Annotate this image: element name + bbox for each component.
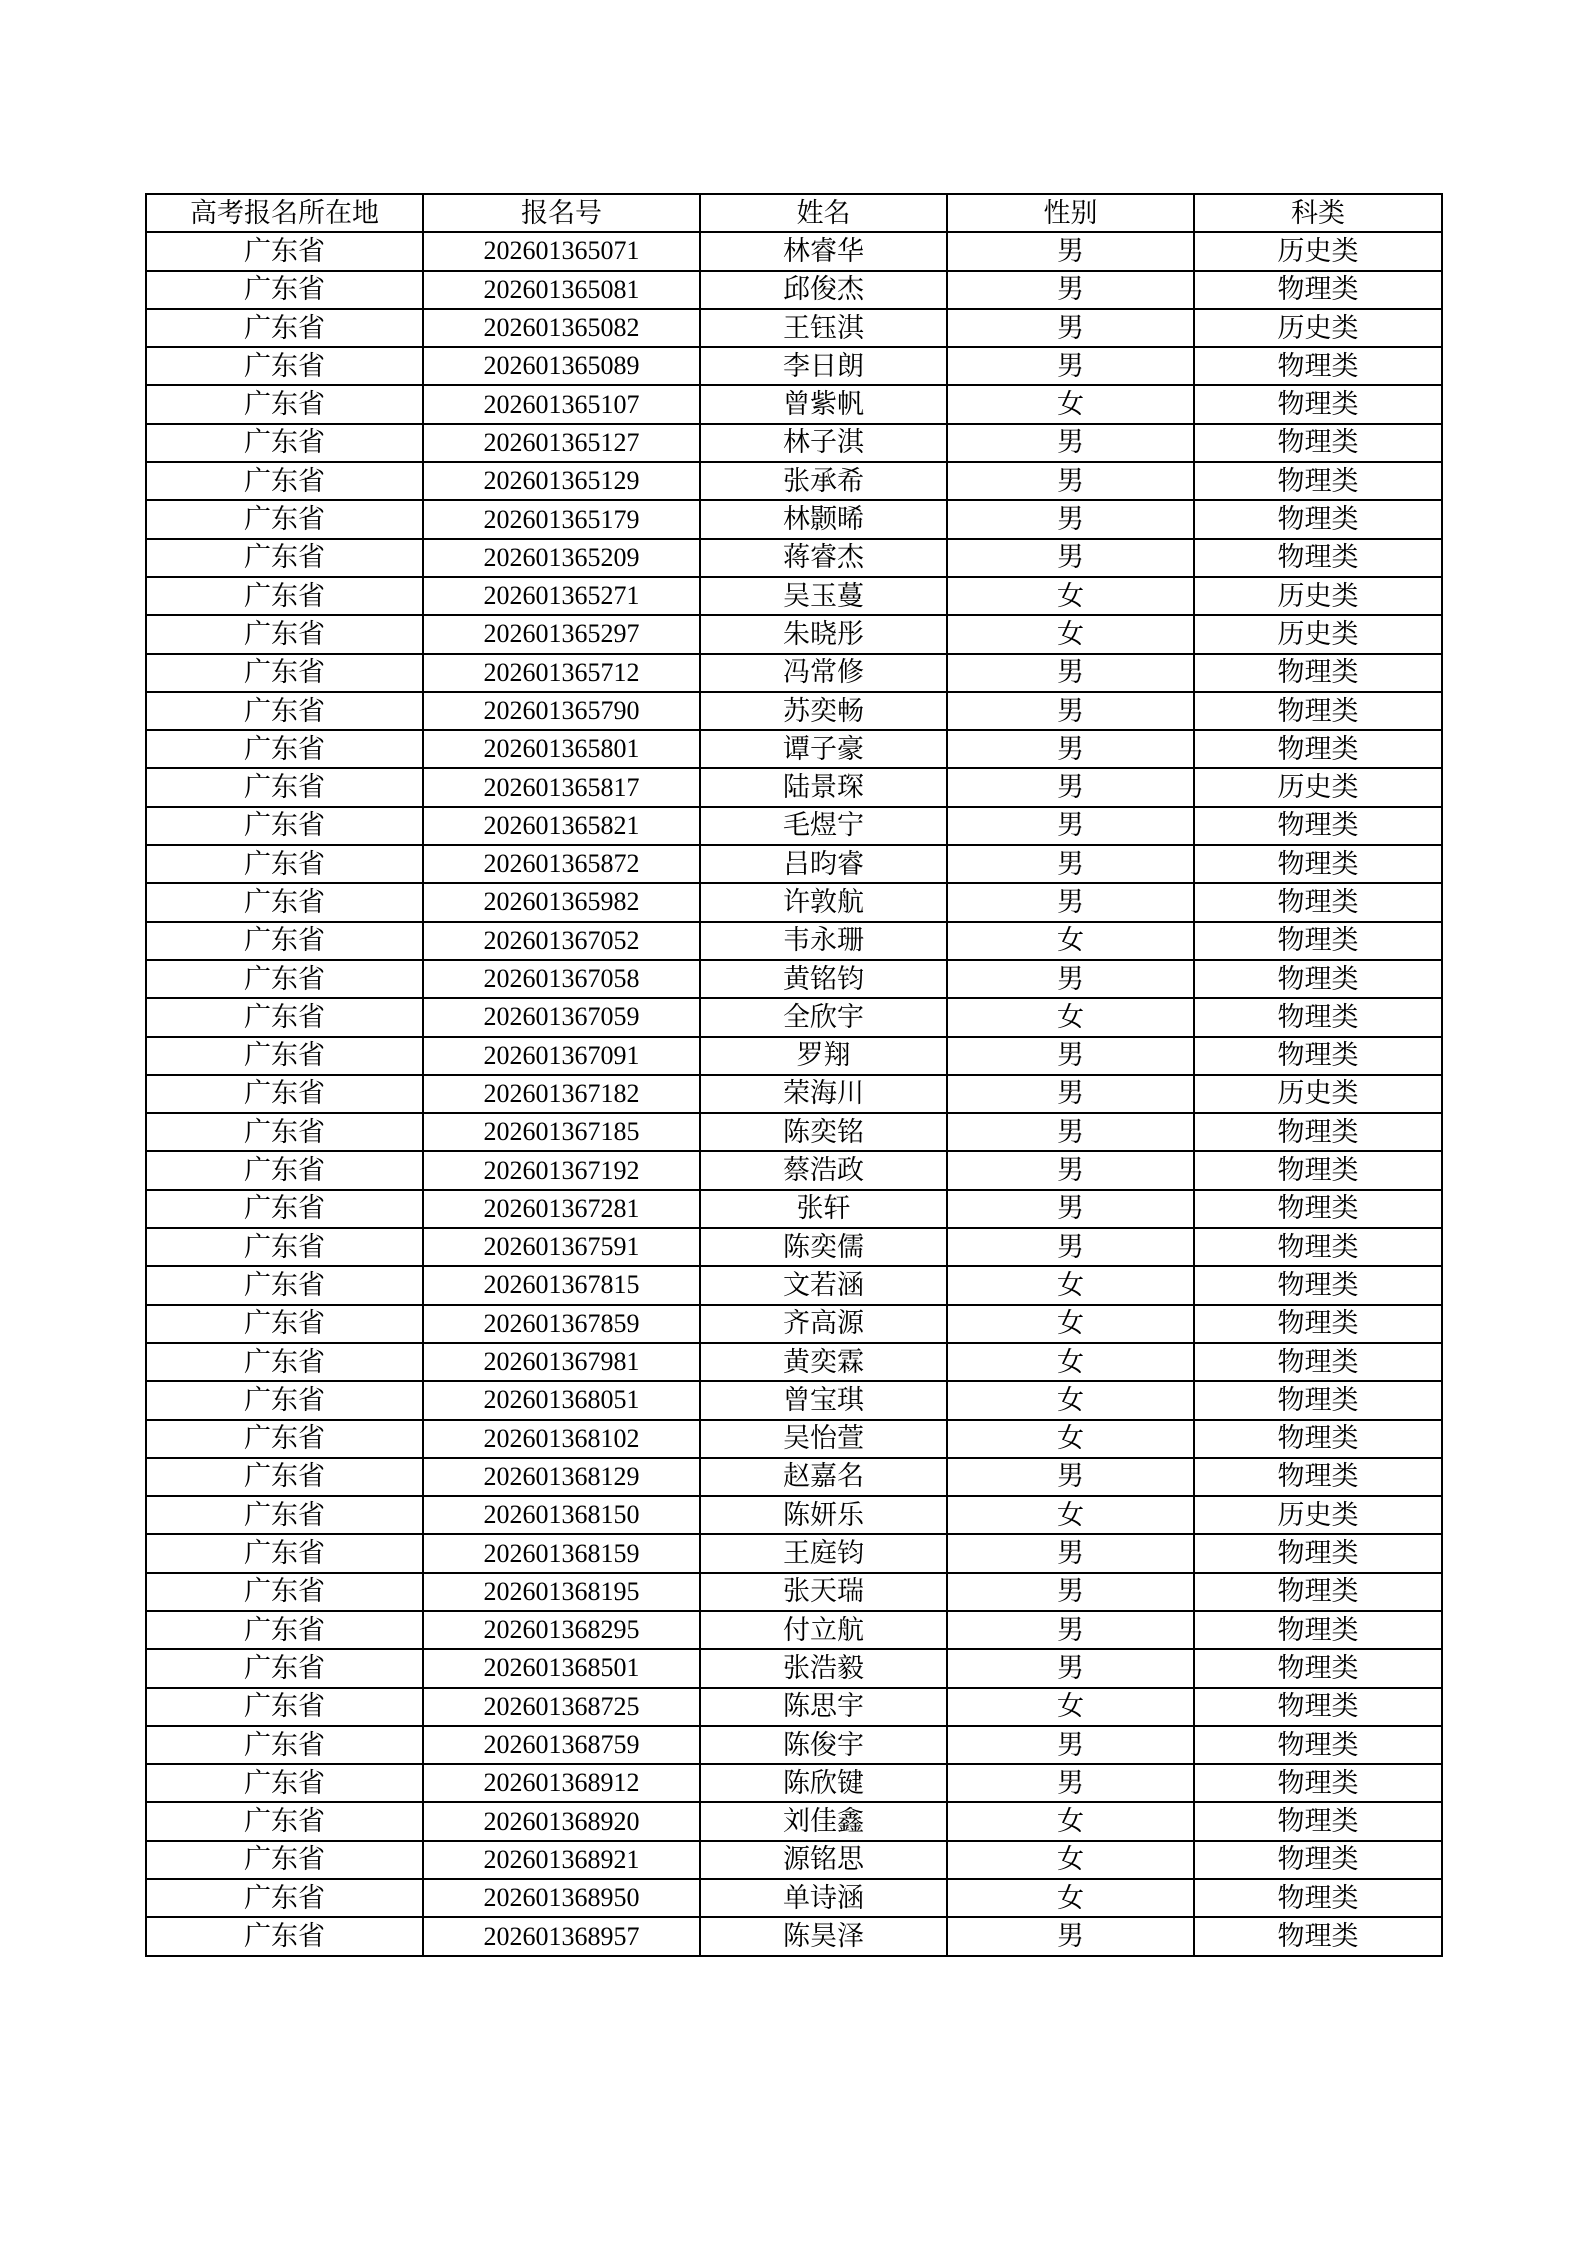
table-row (146, 1458, 1442, 1496)
cell-registration-number: 202601365790 (423, 692, 700, 730)
cell-gender: 女 (947, 998, 1194, 1036)
table-row (146, 1611, 1442, 1649)
cell-name: 陈思宇 (700, 1688, 947, 1726)
cell-subject-category: 物理类 (1194, 807, 1442, 845)
cell-registration-number: 202601367981 (423, 1343, 700, 1381)
table-row (146, 271, 1442, 309)
cell-registration-number: 202601368957 (423, 1917, 700, 1955)
cell-gender: 男 (947, 1726, 1194, 1764)
cell-region: 广东省 (146, 692, 423, 730)
cell-registration-number: 202601368759 (423, 1726, 700, 1764)
cell-gender: 女 (947, 1343, 1194, 1381)
table-row (146, 1688, 1442, 1726)
cell-name: 吴玉蔓 (700, 577, 947, 615)
cell-registration-number: 202601368295 (423, 1611, 700, 1649)
cell-name: 冯常修 (700, 654, 947, 692)
table-row (146, 1496, 1442, 1534)
cell-region: 广东省 (146, 1879, 423, 1917)
cell-registration-number: 202601368129 (423, 1458, 700, 1496)
cell-registration-number: 202601368051 (423, 1381, 700, 1419)
cell-gender: 女 (947, 1879, 1194, 1917)
cell-registration-number: 202601367281 (423, 1190, 700, 1228)
cell-name: 全欣宇 (700, 998, 947, 1036)
cell-registration-number: 202601365712 (423, 654, 700, 692)
table-row (146, 1266, 1442, 1304)
cell-subject-category: 物理类 (1194, 1534, 1442, 1572)
table-row (146, 1649, 1442, 1687)
cell-subject-category: 历史类 (1194, 577, 1442, 615)
table-row (146, 577, 1442, 615)
table-row (146, 998, 1442, 1036)
table-row (146, 1573, 1442, 1611)
cell-gender: 女 (947, 1841, 1194, 1879)
cell-gender: 男 (947, 807, 1194, 845)
cell-registration-number: 202601365801 (423, 730, 700, 768)
cell-region: 广东省 (146, 1151, 423, 1189)
cell-registration-number: 202601367591 (423, 1228, 700, 1266)
cell-region: 广东省 (146, 1228, 423, 1266)
cell-gender: 男 (947, 1573, 1194, 1611)
cell-registration-number: 202601368102 (423, 1420, 700, 1458)
table-row (146, 232, 1442, 270)
cell-registration-number: 202601368501 (423, 1649, 700, 1687)
cell-gender: 男 (947, 692, 1194, 730)
cell-region: 广东省 (146, 1343, 423, 1381)
cell-subject-category: 物理类 (1194, 1688, 1442, 1726)
cell-name: 陆景琛 (700, 768, 947, 806)
cell-region: 广东省 (146, 1841, 423, 1879)
cell-name: 单诗涵 (700, 1879, 947, 1917)
cell-registration-number: 202601367059 (423, 998, 700, 1036)
table-row (146, 960, 1442, 998)
cell-name: 毛煜宁 (700, 807, 947, 845)
cell-gender: 男 (947, 1458, 1194, 1496)
cell-subject-category: 物理类 (1194, 1190, 1442, 1228)
cell-name: 谭子豪 (700, 730, 947, 768)
cell-region: 广东省 (146, 424, 423, 462)
cell-registration-number: 202601365872 (423, 845, 700, 883)
cell-subject-category: 物理类 (1194, 1151, 1442, 1189)
cell-gender: 女 (947, 1266, 1194, 1304)
cell-gender: 男 (947, 883, 1194, 921)
cell-subject-category: 物理类 (1194, 385, 1442, 423)
cell-name: 王庭钧 (700, 1534, 947, 1572)
cell-registration-number: 202601368195 (423, 1573, 700, 1611)
cell-name: 文若涵 (700, 1266, 947, 1304)
cell-name: 王钰淇 (700, 309, 947, 347)
cell-gender: 男 (947, 1228, 1194, 1266)
header-subject-category: 科类 (1194, 194, 1442, 232)
cell-gender: 男 (947, 1037, 1194, 1075)
cell-subject-category: 物理类 (1194, 1573, 1442, 1611)
cell-name: 吴怡萱 (700, 1420, 947, 1458)
cell-subject-category: 物理类 (1194, 424, 1442, 462)
cell-region: 广东省 (146, 1266, 423, 1304)
cell-gender: 男 (947, 1534, 1194, 1572)
cell-region: 广东省 (146, 1764, 423, 1802)
table-row (146, 1381, 1442, 1419)
cell-region: 广东省 (146, 1113, 423, 1151)
cell-gender: 男 (947, 1764, 1194, 1802)
cell-registration-number: 202601365082 (423, 309, 700, 347)
cell-name: 张天瑞 (700, 1573, 947, 1611)
cell-region: 广东省 (146, 807, 423, 845)
cell-registration-number: 202601365089 (423, 347, 700, 385)
table-row (146, 1420, 1442, 1458)
cell-gender: 女 (947, 1305, 1194, 1343)
table-row (146, 1190, 1442, 1228)
table-row (146, 1037, 1442, 1075)
cell-gender: 女 (947, 1802, 1194, 1840)
cell-registration-number: 202601365297 (423, 615, 700, 653)
cell-gender: 男 (947, 1075, 1194, 1113)
cell-region: 广东省 (146, 998, 423, 1036)
cell-gender: 男 (947, 768, 1194, 806)
cell-name: 张浩毅 (700, 1649, 947, 1687)
cell-region: 广东省 (146, 654, 423, 692)
cell-subject-category: 物理类 (1194, 692, 1442, 730)
cell-gender: 男 (947, 462, 1194, 500)
cell-name: 韦永珊 (700, 922, 947, 960)
cell-name: 吕昀睿 (700, 845, 947, 883)
table-body (146, 232, 1442, 1955)
table-row (146, 768, 1442, 806)
cell-subject-category: 物理类 (1194, 1113, 1442, 1151)
cell-region: 广东省 (146, 1420, 423, 1458)
cell-region: 广东省 (146, 845, 423, 883)
cell-region: 广东省 (146, 1075, 423, 1113)
cell-gender: 男 (947, 845, 1194, 883)
cell-subject-category: 物理类 (1194, 1611, 1442, 1649)
cell-name: 许敦航 (700, 883, 947, 921)
cell-subject-category: 物理类 (1194, 998, 1442, 1036)
cell-gender: 男 (947, 271, 1194, 309)
table-row (146, 1917, 1442, 1955)
cell-subject-category: 物理类 (1194, 1879, 1442, 1917)
cell-name: 陈欣键 (700, 1764, 947, 1802)
cell-gender: 女 (947, 385, 1194, 423)
cell-subject-category: 物理类 (1194, 271, 1442, 309)
cell-subject-category: 历史类 (1194, 615, 1442, 653)
cell-region: 广东省 (146, 1611, 423, 1649)
cell-subject-category: 物理类 (1194, 539, 1442, 577)
table-row (146, 1151, 1442, 1189)
cell-subject-category: 历史类 (1194, 768, 1442, 806)
table-row (146, 1343, 1442, 1381)
cell-gender: 男 (947, 500, 1194, 538)
cell-gender: 女 (947, 1496, 1194, 1534)
cell-subject-category: 物理类 (1194, 1458, 1442, 1496)
cell-name: 李日朗 (700, 347, 947, 385)
cell-region: 广东省 (146, 1917, 423, 1955)
cell-registration-number: 202601365817 (423, 768, 700, 806)
table-row (146, 692, 1442, 730)
cell-region: 广东省 (146, 271, 423, 309)
table-row (146, 1764, 1442, 1802)
cell-registration-number: 202601365127 (423, 424, 700, 462)
header-gender: 性别 (947, 194, 1194, 232)
cell-name: 朱晓彤 (700, 615, 947, 653)
cell-region: 广东省 (146, 232, 423, 270)
cell-subject-category: 物理类 (1194, 1841, 1442, 1879)
cell-subject-category: 物理类 (1194, 500, 1442, 538)
cell-registration-number: 202601368920 (423, 1802, 700, 1840)
cell-region: 广东省 (146, 1190, 423, 1228)
cell-registration-number: 202601365209 (423, 539, 700, 577)
table-row (146, 1726, 1442, 1764)
cell-gender: 女 (947, 922, 1194, 960)
cell-registration-number: 202601365821 (423, 807, 700, 845)
cell-gender: 男 (947, 1113, 1194, 1151)
cell-name: 陈俊宇 (700, 1726, 947, 1764)
table-row (146, 883, 1442, 921)
cell-gender: 男 (947, 1649, 1194, 1687)
cell-region: 广东省 (146, 539, 423, 577)
table-row (146, 730, 1442, 768)
cell-subject-category: 物理类 (1194, 347, 1442, 385)
cell-subject-category: 物理类 (1194, 1726, 1442, 1764)
cell-subject-category: 物理类 (1194, 922, 1442, 960)
header-region: 高考报名所在地 (146, 194, 423, 232)
cell-gender: 女 (947, 1381, 1194, 1419)
cell-region: 广东省 (146, 883, 423, 921)
cell-registration-number: 202601368150 (423, 1496, 700, 1534)
cell-region: 广东省 (146, 768, 423, 806)
cell-registration-number: 202601365271 (423, 577, 700, 615)
cell-subject-category: 历史类 (1194, 1496, 1442, 1534)
cell-name: 林睿华 (700, 232, 947, 270)
cell-name: 齐高源 (700, 1305, 947, 1343)
cell-subject-category: 历史类 (1194, 1075, 1442, 1113)
cell-name: 陈妍乐 (700, 1496, 947, 1534)
cell-gender: 女 (947, 615, 1194, 653)
admissions-table (145, 193, 1443, 1957)
cell-registration-number: 202601367058 (423, 960, 700, 998)
cell-gender: 男 (947, 730, 1194, 768)
cell-name: 赵嘉名 (700, 1458, 947, 1496)
cell-name: 罗翔 (700, 1037, 947, 1075)
cell-subject-category: 物理类 (1194, 1343, 1442, 1381)
cell-name: 刘佳鑫 (700, 1802, 947, 1840)
cell-registration-number: 202601367185 (423, 1113, 700, 1151)
cell-gender: 男 (947, 309, 1194, 347)
cell-gender: 男 (947, 424, 1194, 462)
table-row (146, 424, 1442, 462)
cell-gender: 男 (947, 232, 1194, 270)
table-row (146, 922, 1442, 960)
cell-region: 广东省 (146, 577, 423, 615)
table-row (146, 1113, 1442, 1151)
cell-name: 黄铭钧 (700, 960, 947, 998)
cell-region: 广东省 (146, 347, 423, 385)
cell-name: 源铭思 (700, 1841, 947, 1879)
cell-gender: 女 (947, 1420, 1194, 1458)
cell-registration-number: 202601367091 (423, 1037, 700, 1075)
header-name: 姓名 (700, 194, 947, 232)
cell-subject-category: 物理类 (1194, 1764, 1442, 1802)
cell-subject-category: 物理类 (1194, 883, 1442, 921)
cell-region: 广东省 (146, 1037, 423, 1075)
cell-registration-number: 202601365081 (423, 271, 700, 309)
table-row (146, 539, 1442, 577)
table-row (146, 385, 1442, 423)
cell-region: 广东省 (146, 500, 423, 538)
table-row (146, 1879, 1442, 1917)
cell-subject-category: 物理类 (1194, 1305, 1442, 1343)
cell-name: 蒋睿杰 (700, 539, 947, 577)
cell-name: 荣海川 (700, 1075, 947, 1113)
table-row (146, 1075, 1442, 1113)
cell-gender: 女 (947, 577, 1194, 615)
cell-name: 张承希 (700, 462, 947, 500)
cell-subject-category: 物理类 (1194, 1266, 1442, 1304)
table-row (146, 1534, 1442, 1572)
cell-registration-number: 202601368725 (423, 1688, 700, 1726)
cell-region: 广东省 (146, 462, 423, 500)
cell-region: 广东省 (146, 615, 423, 653)
table-row (146, 462, 1442, 500)
cell-registration-number: 202601367192 (423, 1151, 700, 1189)
cell-subject-category: 物理类 (1194, 1381, 1442, 1419)
cell-name: 曾紫帆 (700, 385, 947, 423)
table-row (146, 1228, 1442, 1266)
table-row (146, 309, 1442, 347)
header-registration-number: 报名号 (423, 194, 700, 232)
cell-registration-number: 202601365129 (423, 462, 700, 500)
cell-subject-category: 物理类 (1194, 1037, 1442, 1075)
cell-region: 广东省 (146, 309, 423, 347)
cell-subject-category: 历史类 (1194, 232, 1442, 270)
cell-registration-number: 202601367182 (423, 1075, 700, 1113)
cell-region: 广东省 (146, 960, 423, 998)
cell-name: 蔡浩政 (700, 1151, 947, 1189)
table-row (146, 1841, 1442, 1879)
cell-name: 林颢晞 (700, 500, 947, 538)
table-row (146, 1305, 1442, 1343)
cell-name: 张轩 (700, 1190, 947, 1228)
cell-registration-number: 202601368159 (423, 1534, 700, 1572)
table-row (146, 1802, 1442, 1840)
cell-registration-number: 202601368912 (423, 1764, 700, 1802)
cell-registration-number: 202601367052 (423, 922, 700, 960)
cell-subject-category: 物理类 (1194, 1802, 1442, 1840)
cell-subject-category: 物理类 (1194, 960, 1442, 998)
cell-gender: 男 (947, 654, 1194, 692)
cell-name: 苏奕畅 (700, 692, 947, 730)
cell-registration-number: 202601368950 (423, 1879, 700, 1917)
cell-gender: 男 (947, 1917, 1194, 1955)
cell-subject-category: 物理类 (1194, 1649, 1442, 1687)
cell-gender: 男 (947, 960, 1194, 998)
table-row (146, 500, 1442, 538)
cell-name: 陈昊泽 (700, 1917, 947, 1955)
cell-name: 陈奕铭 (700, 1113, 947, 1151)
cell-gender: 男 (947, 1151, 1194, 1189)
header-row (146, 194, 1442, 232)
table-header (146, 194, 1442, 232)
cell-region: 广东省 (146, 1381, 423, 1419)
cell-registration-number: 202601365982 (423, 883, 700, 921)
cell-registration-number: 202601365179 (423, 500, 700, 538)
cell-subject-category: 物理类 (1194, 1917, 1442, 1955)
cell-registration-number: 202601367859 (423, 1305, 700, 1343)
cell-region: 广东省 (146, 1534, 423, 1572)
cell-registration-number: 202601368921 (423, 1841, 700, 1879)
cell-region: 广东省 (146, 1726, 423, 1764)
table-row (146, 615, 1442, 653)
cell-name: 陈奕儒 (700, 1228, 947, 1266)
cell-region: 广东省 (146, 1649, 423, 1687)
cell-name: 林子淇 (700, 424, 947, 462)
table-row (146, 654, 1442, 692)
cell-subject-category: 历史类 (1194, 309, 1442, 347)
cell-region: 广东省 (146, 1458, 423, 1496)
cell-gender: 男 (947, 539, 1194, 577)
cell-name: 黄奕霖 (700, 1343, 947, 1381)
cell-region: 广东省 (146, 1305, 423, 1343)
cell-registration-number: 202601367815 (423, 1266, 700, 1304)
cell-registration-number: 202601365071 (423, 232, 700, 270)
cell-gender: 男 (947, 347, 1194, 385)
cell-region: 广东省 (146, 1573, 423, 1611)
cell-gender: 男 (947, 1190, 1194, 1228)
cell-subject-category: 物理类 (1194, 730, 1442, 768)
cell-subject-category: 物理类 (1194, 654, 1442, 692)
cell-region: 广东省 (146, 1496, 423, 1534)
cell-name: 曾宝琪 (700, 1381, 947, 1419)
cell-gender: 女 (947, 1688, 1194, 1726)
table-row (146, 347, 1442, 385)
table-row (146, 845, 1442, 883)
table-row (146, 807, 1442, 845)
cell-subject-category: 物理类 (1194, 1228, 1442, 1266)
cell-registration-number: 202601365107 (423, 385, 700, 423)
cell-region: 广东省 (146, 730, 423, 768)
cell-region: 广东省 (146, 1802, 423, 1840)
cell-region: 广东省 (146, 1688, 423, 1726)
cell-subject-category: 物理类 (1194, 462, 1442, 500)
cell-name: 邱俊杰 (700, 271, 947, 309)
cell-subject-category: 物理类 (1194, 1420, 1442, 1458)
cell-region: 广东省 (146, 385, 423, 423)
cell-name: 付立航 (700, 1611, 947, 1649)
cell-subject-category: 物理类 (1194, 845, 1442, 883)
cell-gender: 男 (947, 1611, 1194, 1649)
cell-region: 广东省 (146, 922, 423, 960)
